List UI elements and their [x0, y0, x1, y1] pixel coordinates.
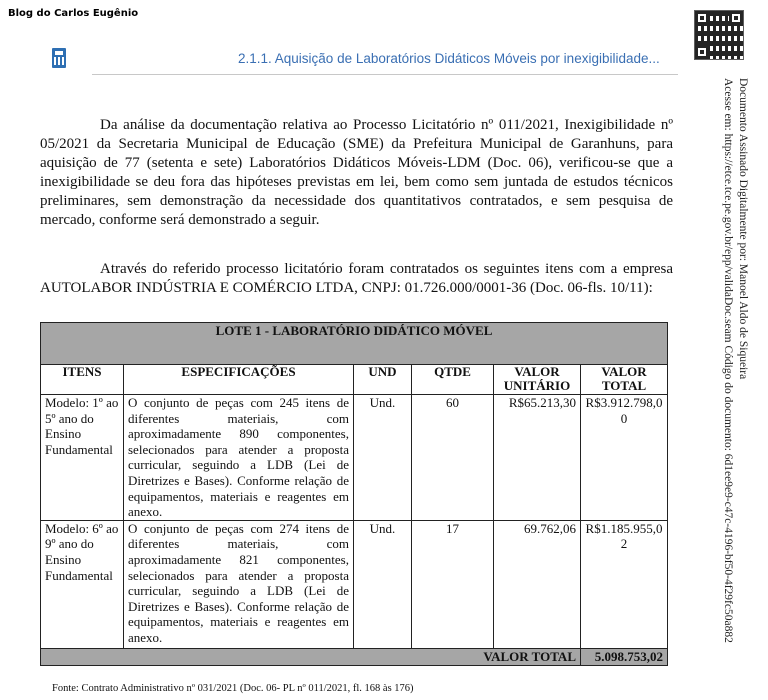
header-divider	[92, 74, 678, 75]
section-title: 2.1.1. Aquisição de Laboratórios Didáticos Móveis por inexigibilidade...	[238, 51, 660, 66]
total-value-cell: R$3.912.798,00	[581, 395, 668, 521]
tce-logo-icon	[52, 48, 66, 68]
table-row	[41, 520, 668, 648]
signature-line: Documento Assinado Digitalmente por: Manoel Aldo de Siqueira	[737, 78, 749, 380]
total-value: 5.098.753,02	[581, 648, 668, 665]
paragraph-contract: Através do referido processo licitatório foram contratados os seguintes itens com a empresa AUTOLABOR INDÚSTRIA E COMÉRCIO LTDA, CNPJ: 01.726.000/0001-36 (Doc. 06-fls. 10/11):	[40, 261, 673, 296]
unit-value-cell: 69.762,06	[494, 520, 581, 648]
source-note: Fonte: Contrato Administrativo nº 031/2021 (Doc. 06- PL nº 011/2021, fl. 168 às 176)	[52, 683, 414, 694]
und-cell: Und.	[354, 520, 412, 648]
qtde-cell: 17	[412, 520, 494, 648]
blog-title: Blog do Carlos Eugênio	[8, 8, 139, 19]
column-header-valor-unitario: VALOR UNITÁRIO	[494, 365, 581, 395]
paragraph-analysis: Da análise da documentação relativa ao Processo Licitatório nº 011/2021, Inexigibilidade nº 05/2021 da Secretaria Municipal de Educação (SME) da Prefeitura Municipal de Garanhuns, para aquisição de 77 (setenta e sete) Laboratórios Didáticos Móveis-LDM (Doc. 06), verificou-se que a inexigibilidade se deu fora das hipóteses previstas em lei, bem como sem juntada de estudos técnicos preliminares, sem demonstração da necessidade dos quantitativos contratados, e sem pesquisa de mercado, conforme será demonstrado a seguir.	[40, 117, 673, 228]
qtde-cell: 60	[412, 395, 494, 521]
column-header-itens: ITENS	[41, 365, 124, 395]
total-row	[41, 648, 668, 665]
spec-cell: O conjunto de peças com 245 itens de diferentes materiais, com aproximadamente 890 componentes, selecionados para atender a proposta curricular, seguindo a LDB (Lei de Diretrizes e Bases). Conforme relação de equipamentos, materiais e reagentes em anexo.	[124, 395, 354, 521]
table-row	[41, 395, 668, 521]
qr-code-icon	[694, 10, 744, 60]
und-cell: Und.	[354, 395, 412, 521]
spec-cell: O conjunto de peças com 274 itens de diferentes materiais, com aproximadamente 821 componentes, selecionados para atender a proposta curricular, seguindo a LDB (Lei de Diretrizes e Bases). Conforme relação de equipamentos, materiais e reagentes em anexo.	[124, 520, 354, 648]
total-value-cell: R$1.185.955,02	[581, 520, 668, 648]
column-header-valor-total: VALOR TOTAL	[581, 365, 668, 395]
column-header-especificacoes: ESPECIFICAÇÕES	[124, 365, 354, 395]
lote-table	[40, 322, 668, 666]
item-cell: Modelo: 6º ao 9º ano do Ensino Fundamental	[41, 520, 124, 648]
column-header-qtde: QTDE	[412, 365, 494, 395]
total-label: VALOR TOTAL	[41, 648, 581, 665]
access-line: Acesse em: https://etce.tce.pe.gov.br/epp/validaDoc.seam Código do documento: 6d1ee9e9-c47c-4196-bf50-4f29fc50a882	[722, 78, 734, 643]
item-cell: Modelo: 1º ao 5º ano do Ensino Fundamental	[41, 395, 124, 521]
column-header-und: UND	[354, 365, 412, 395]
unit-value-cell: R$65.213,30	[494, 395, 581, 521]
digital-signature-note	[706, 78, 750, 643]
table-title: LOTE 1 - LABORATÓRIO DIDÁTICO MÓVEL	[41, 323, 668, 365]
